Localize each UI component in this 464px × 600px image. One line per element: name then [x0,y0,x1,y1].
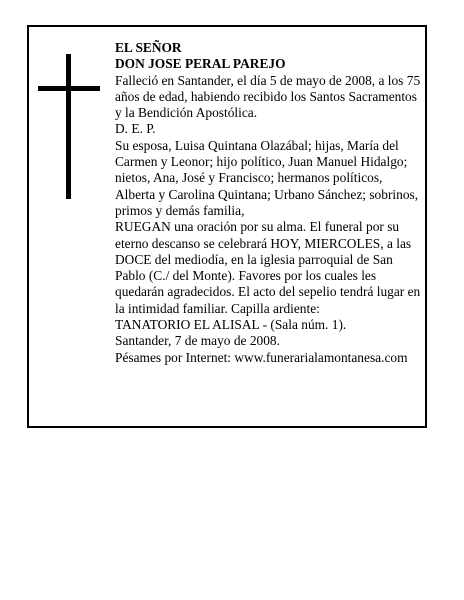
notice-title-line1: EL SEÑOR [115,40,182,55]
obituary-notice [27,25,427,428]
place-date: Santander, 7 de mayo de 2008. [115,333,280,349]
family-list: Su esposa, Luisa Quintana Olazábal; hijas, María del Carmen y Leonor; hijo político, Juan Manuel Hidalgo; nietos, Ana, José y Francisco; hermanos políticos, Alberta y Carolina Quintana; Urbano Sánchez; sobrinos, primos y demás familia, [115,137,419,218]
cross-vertical-bar [66,54,71,199]
cross-icon [38,54,100,199]
deceased-name: DON JOSE PERAL PAREJO [115,56,286,72]
cross-horizontal-bar [38,86,100,91]
death-info: Falleció en Santander, el día 5 de mayo de 2008, a los 75 años de edad, habiendo recibido los Santos Sacramentos y la Bendición Apostólica. [115,72,421,121]
internet-condolences: Pésames por Internet: www.funerarialamontanesa.com [115,349,408,365]
chapel-location: TANATORIO EL ALISAL - (Sala núm. 1). [115,317,347,333]
notice-text-block [115,40,423,366]
dep-line: D. E. P. [115,121,156,137]
funeral-details: RUEGAN una oración por su alma. El funeral por su eterno descanso se celebrará HOY, MIERCOLES, a las DOCE del mediodía, en la iglesia parroquial de San Pablo (C./ del Monte). Favores por los cuales les quedarán agradecidos. El acto del sepelio tendrá lugar en la intimidad familiar. Capilla ardiente: [115,219,421,316]
